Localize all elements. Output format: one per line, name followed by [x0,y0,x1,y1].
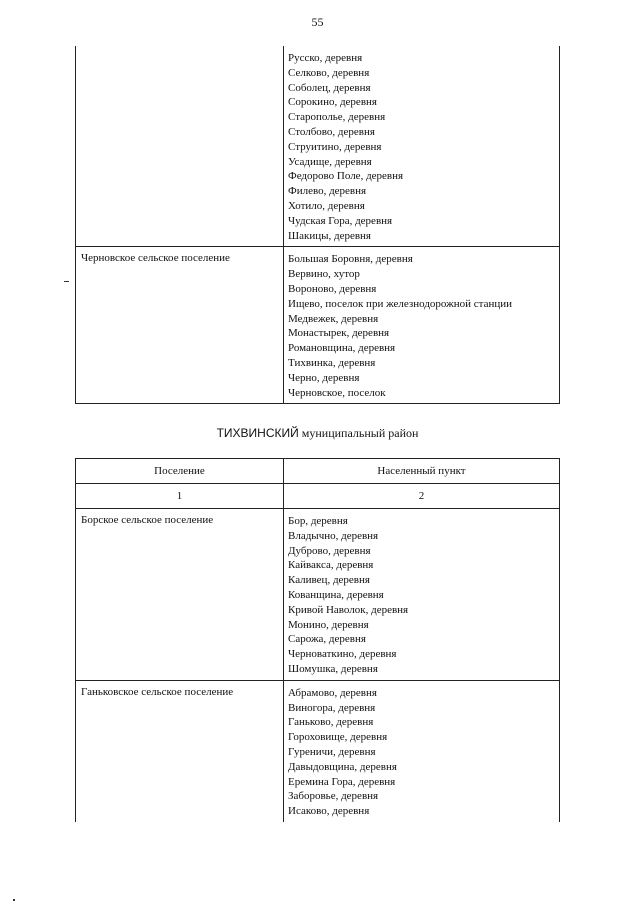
place-entry: Хотило, деревня [288,199,365,212]
place-entry: Усадище, деревня [288,155,372,168]
place-entry: Филево, деревня [288,185,367,198]
places-cell [284,46,560,247]
column-number-2: 2 [284,484,560,509]
settlement-cell: Черновское сельское поселение [76,247,284,404]
page-number: 55 [311,15,324,29]
section-title-caps: ТИХВИНСКИЙ [216,426,299,440]
table-row [76,680,560,822]
place-entry: Кривой Наволок, деревня [288,603,409,616]
place-entry: Монастырек, деревня [288,327,390,340]
table-row [76,247,560,404]
place-entry: Заборовье, деревня [288,790,379,803]
margin-dash-mark [64,281,69,282]
column-number-row [76,484,560,509]
place-entry: Столбово, деревня [288,125,375,138]
places-cell [284,680,560,822]
place-entry: Черно, деревня [288,371,360,384]
place-entry: Исаково, деревня [288,805,370,818]
place-entry: Кованщина, деревня [288,588,384,601]
place-entry: Дуброво, деревня [288,544,371,557]
place-entry: Владычно, деревня [288,529,379,542]
section-title [0,426,635,441]
place-entry: Гуреничи, деревня [288,745,376,758]
place-entry: Сарожа, деревня [288,633,366,646]
table-row [76,509,560,681]
column-header-settlement: Поселение [76,459,284,484]
settlements-table [75,458,560,822]
place-entry: Черновское, поселок [288,386,386,399]
margin-dot-mark [13,899,15,901]
place-entry: Медвежек, деревня [288,312,379,325]
places-cell [284,247,560,404]
place-entry: Давыдовщина, деревня [288,760,397,773]
place-entry: Сорокино, деревня [288,96,377,109]
header-row [76,459,560,484]
place-entry: Большая Боровня, деревня [288,253,413,266]
place-entry: Ганьково, деревня [288,716,374,729]
settlements-table-continued [75,46,560,404]
settlement-cell [76,46,284,247]
place-entry: Струитино, деревня [288,140,382,153]
place-entry: Старополье, деревня [288,111,386,124]
section-title-rest: муниципальный район [298,426,419,440]
place-entry: Селково, деревня [288,66,370,79]
place-entry: Кайвакса, деревня [288,559,374,572]
place-entry: Соболец, деревня [288,81,371,94]
place-entry: Вервино, хутор [288,268,360,281]
place-entry: Еремина Гора, деревня [288,775,396,788]
places-cell [284,509,560,681]
place-entry: Абрамово, деревня [288,686,377,699]
place-entry: Вороново, деревня [288,282,377,295]
place-entry: Бор, деревня [288,515,348,527]
place-entry: Виногора, деревня [288,701,376,714]
place-entry: Черноваткино, деревня [288,648,397,661]
column-header-place: Населенный пункт [284,459,560,484]
table-row [76,46,560,247]
place-entry: Ищево, поселок при железнодорожной станции [288,297,513,310]
place-entry: Каливец, деревня [288,574,370,587]
place-entry: Шомушка, деревня [288,662,378,675]
place-entry: Федорово Поле, деревня [288,170,404,183]
place-entry: Русско, деревня [288,52,363,64]
place-entry: Гороховище, деревня [288,731,388,744]
settlement-cell: Ганьковское сельское поселение [76,680,284,822]
place-entry: Тихвинка, деревня [288,356,376,369]
place-entry: Монино, деревня [288,618,369,631]
place-entry: Шакицы, деревня [288,229,371,242]
settlement-cell: Борское сельское поселение [76,509,284,681]
place-entry: Романовщина, деревня [288,342,396,355]
column-number-1: 1 [76,484,284,509]
place-entry: Чудская Гора, деревня [288,214,393,227]
